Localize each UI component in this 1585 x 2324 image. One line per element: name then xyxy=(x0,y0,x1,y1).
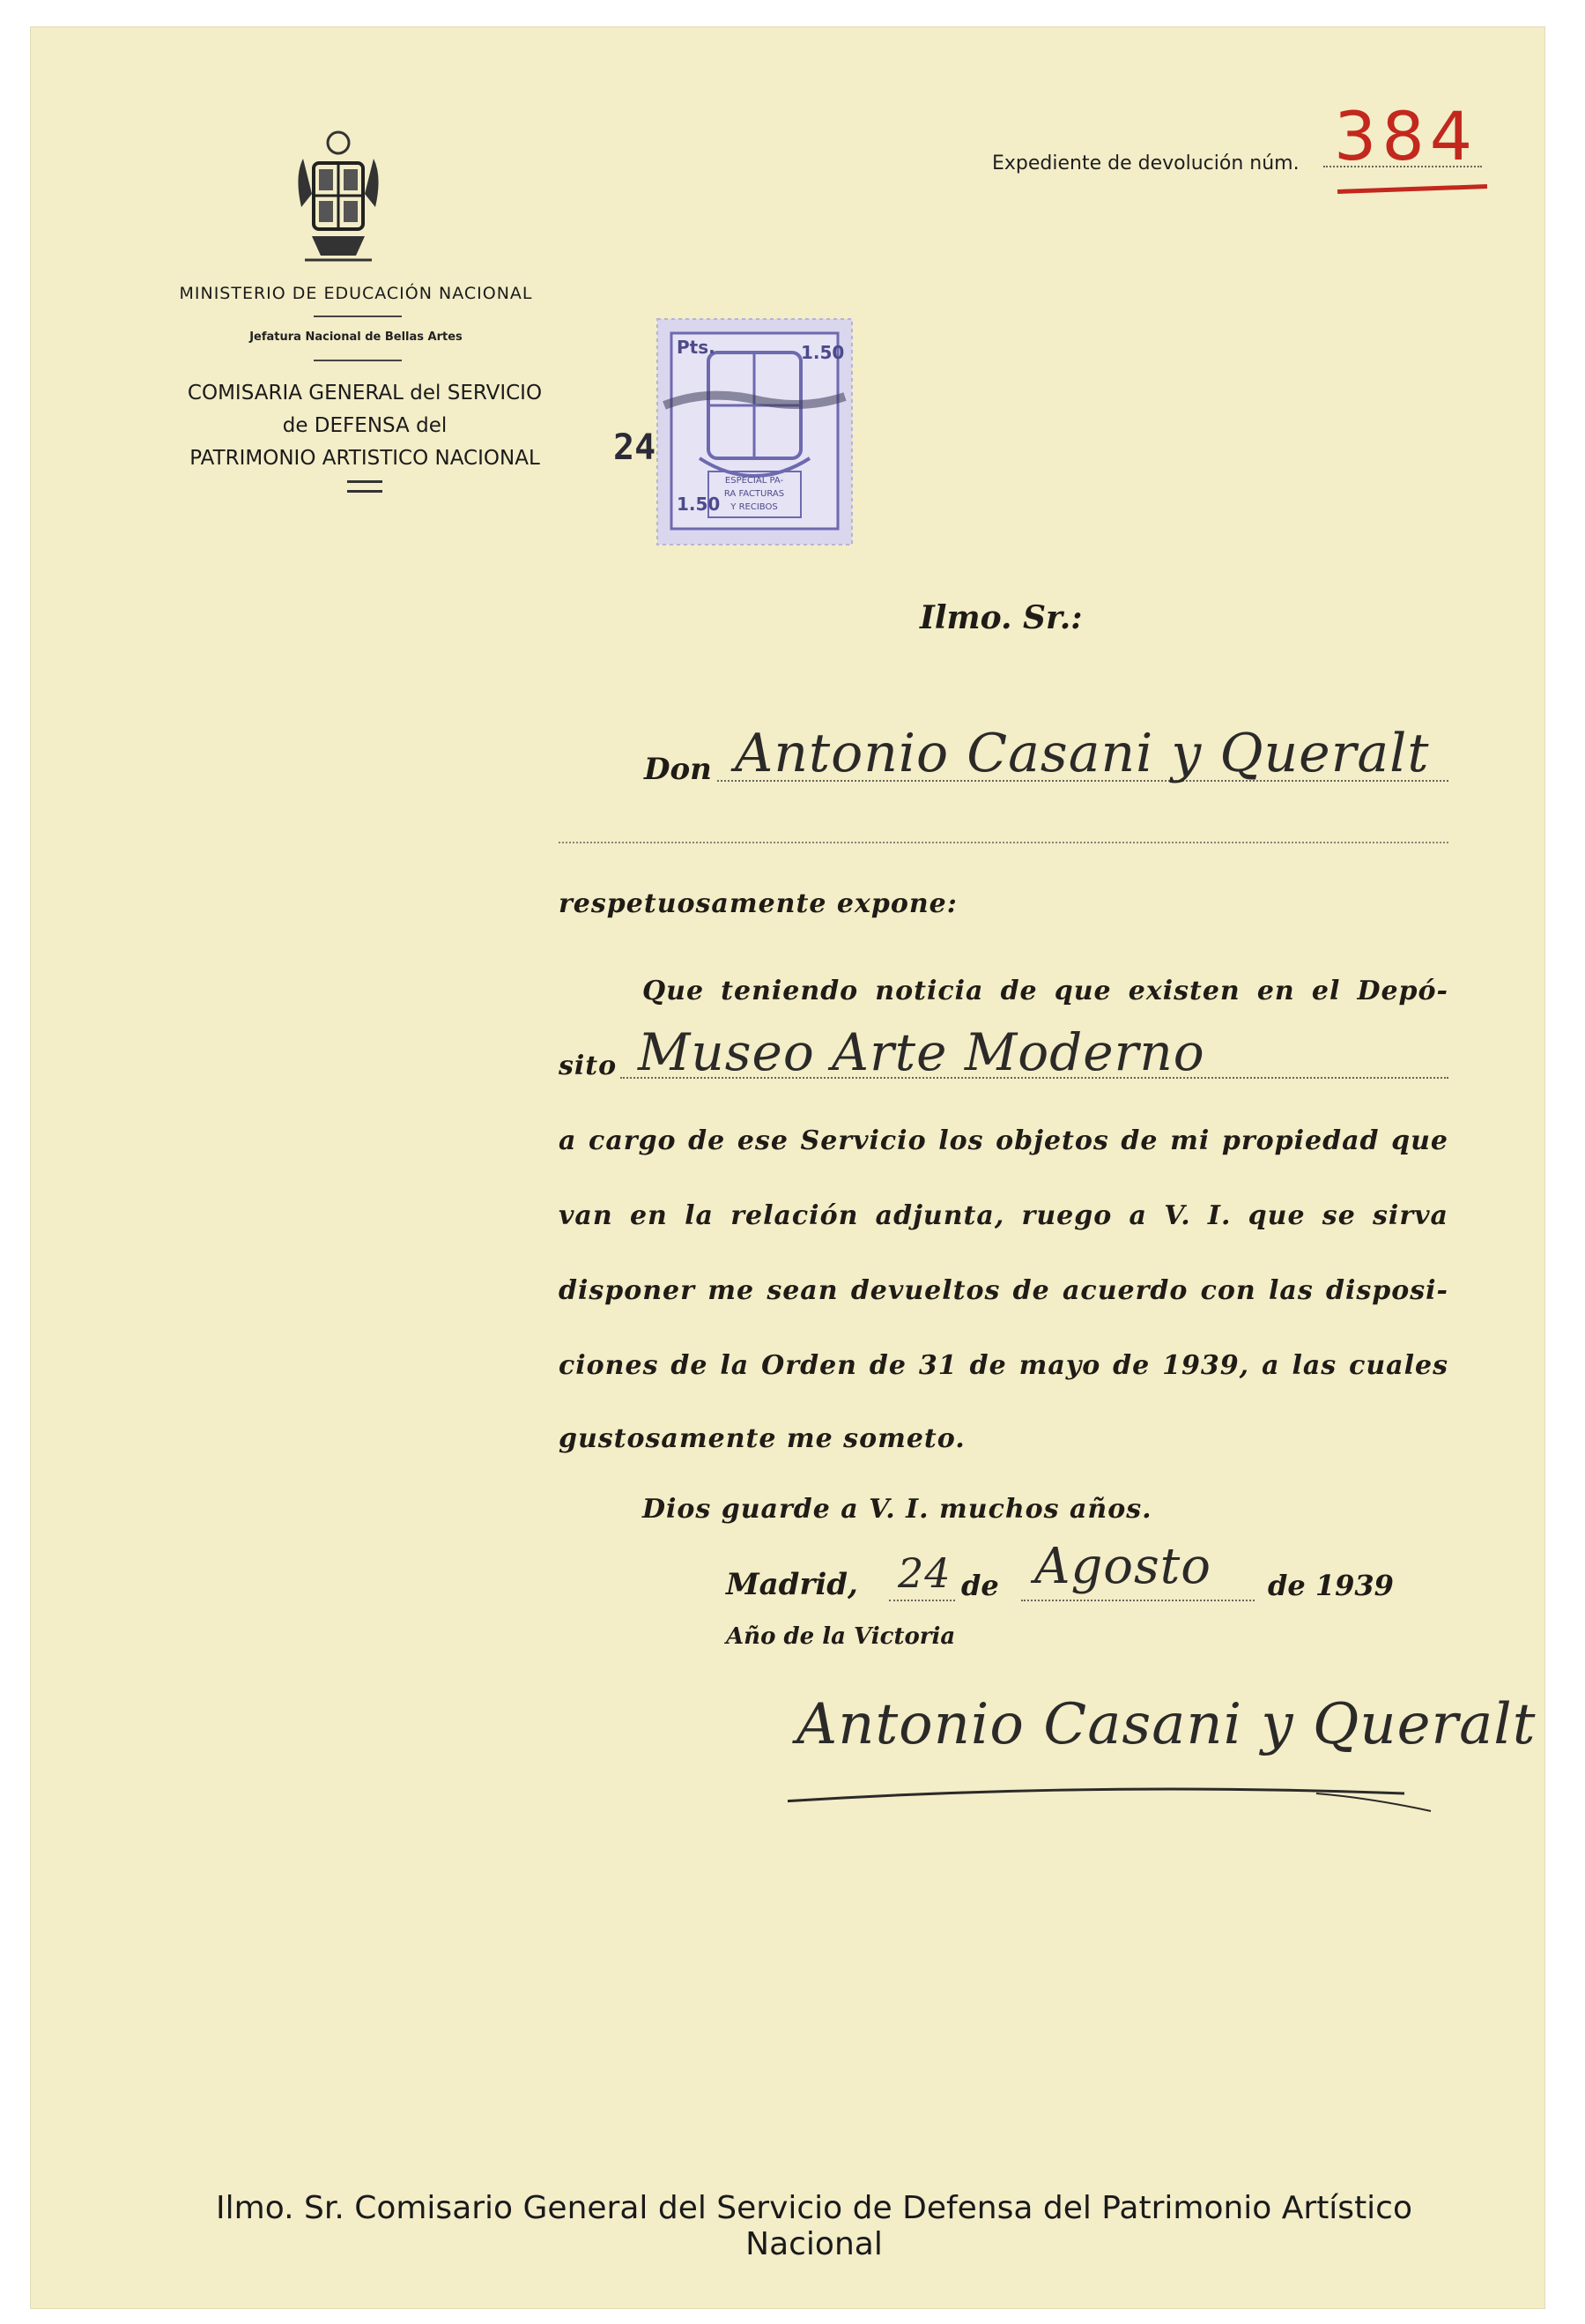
expone-line: respetuosamente expone: xyxy=(559,888,958,919)
signature-text: Antonio Casani y Queralt xyxy=(796,1692,1537,1757)
revenue-stamp xyxy=(613,317,854,546)
closing-formula: Dios guarde a V. I. muchos años. xyxy=(642,1494,1152,1525)
comisaria-name: COMISARIA GENERAL del SERVICIO de DEFENSA del PATRIMONIO ARTISTICO NACIONAL xyxy=(187,382,543,470)
coat-of-arms-emblem xyxy=(285,123,391,273)
signature xyxy=(788,1692,1537,1824)
month-dotted-line xyxy=(1021,1600,1255,1601)
stamp-value: 1.50 xyxy=(677,494,721,515)
body-line-7: gustosamente me someto. xyxy=(559,1423,966,1454)
stamp-caption: ESPECIAL PA- RA FACTURAS Y RECIBOS xyxy=(723,476,785,512)
date-de: de xyxy=(961,1569,999,1602)
letterhead-double-rule xyxy=(347,480,382,493)
petitioner-name-handwritten: Antonio Casani y Queralt xyxy=(735,723,1430,784)
ministry-name: MINISTERIO DE EDUCACIÓN NACIONAL xyxy=(179,284,533,303)
salutation: Ilmo. Sr.: xyxy=(920,599,1083,636)
date-city: Madrid, xyxy=(726,1567,858,1602)
expediente-number: 384 xyxy=(1334,97,1478,175)
date-year: de 1939 xyxy=(1268,1569,1394,1602)
addressee-footer: Ilmo. Sr. Comisario General del Servicio de Defensa del Patrimonio Artístico Nacional xyxy=(216,2190,1412,2262)
body-line-1: Que teniendo noticia de que existen en el Depó- xyxy=(642,976,1448,1006)
deposit-name-handwritten: Museo Arte Moderno xyxy=(638,1022,1205,1082)
letterhead-divider xyxy=(314,316,402,317)
date-day-handwritten: 24 xyxy=(898,1549,952,1597)
body-line-2-prefix: sito xyxy=(559,1051,618,1081)
stamp-value: 1.50 xyxy=(801,342,845,363)
body-line-4: van en la relación adjunta, ruego a V. I. que se sirva xyxy=(559,1200,1448,1231)
date-month-handwritten: Agosto xyxy=(1034,1538,1211,1595)
document-page xyxy=(30,26,1545,2309)
expediente-underline xyxy=(1337,184,1487,194)
letterhead-divider xyxy=(314,360,402,361)
petitioner-prefix: Don xyxy=(644,752,712,787)
jefatura-name: Jefatura Nacional de Bellas Artes xyxy=(249,330,463,344)
day-dotted-line xyxy=(889,1600,955,1601)
body-line-3: a cargo de ese Servicio los objetos de mi propiedad que xyxy=(559,1125,1448,1156)
stamp-overprint: 24 xyxy=(613,427,656,468)
signature-flourish xyxy=(788,1692,1510,1824)
blank-dotted-line xyxy=(559,842,1448,843)
body-line-5: disponer me sean devueltos de acuerdo con las disposi- xyxy=(559,1275,1448,1306)
body-line-6: ciones de la Orden de 31 de mayo de 1939, a las cuales xyxy=(559,1350,1448,1381)
year-label: Año de la Victoria xyxy=(726,1623,956,1650)
expediente-label: Expediente de devolución núm. xyxy=(992,152,1300,174)
stamp-currency: Pts. xyxy=(677,337,715,358)
